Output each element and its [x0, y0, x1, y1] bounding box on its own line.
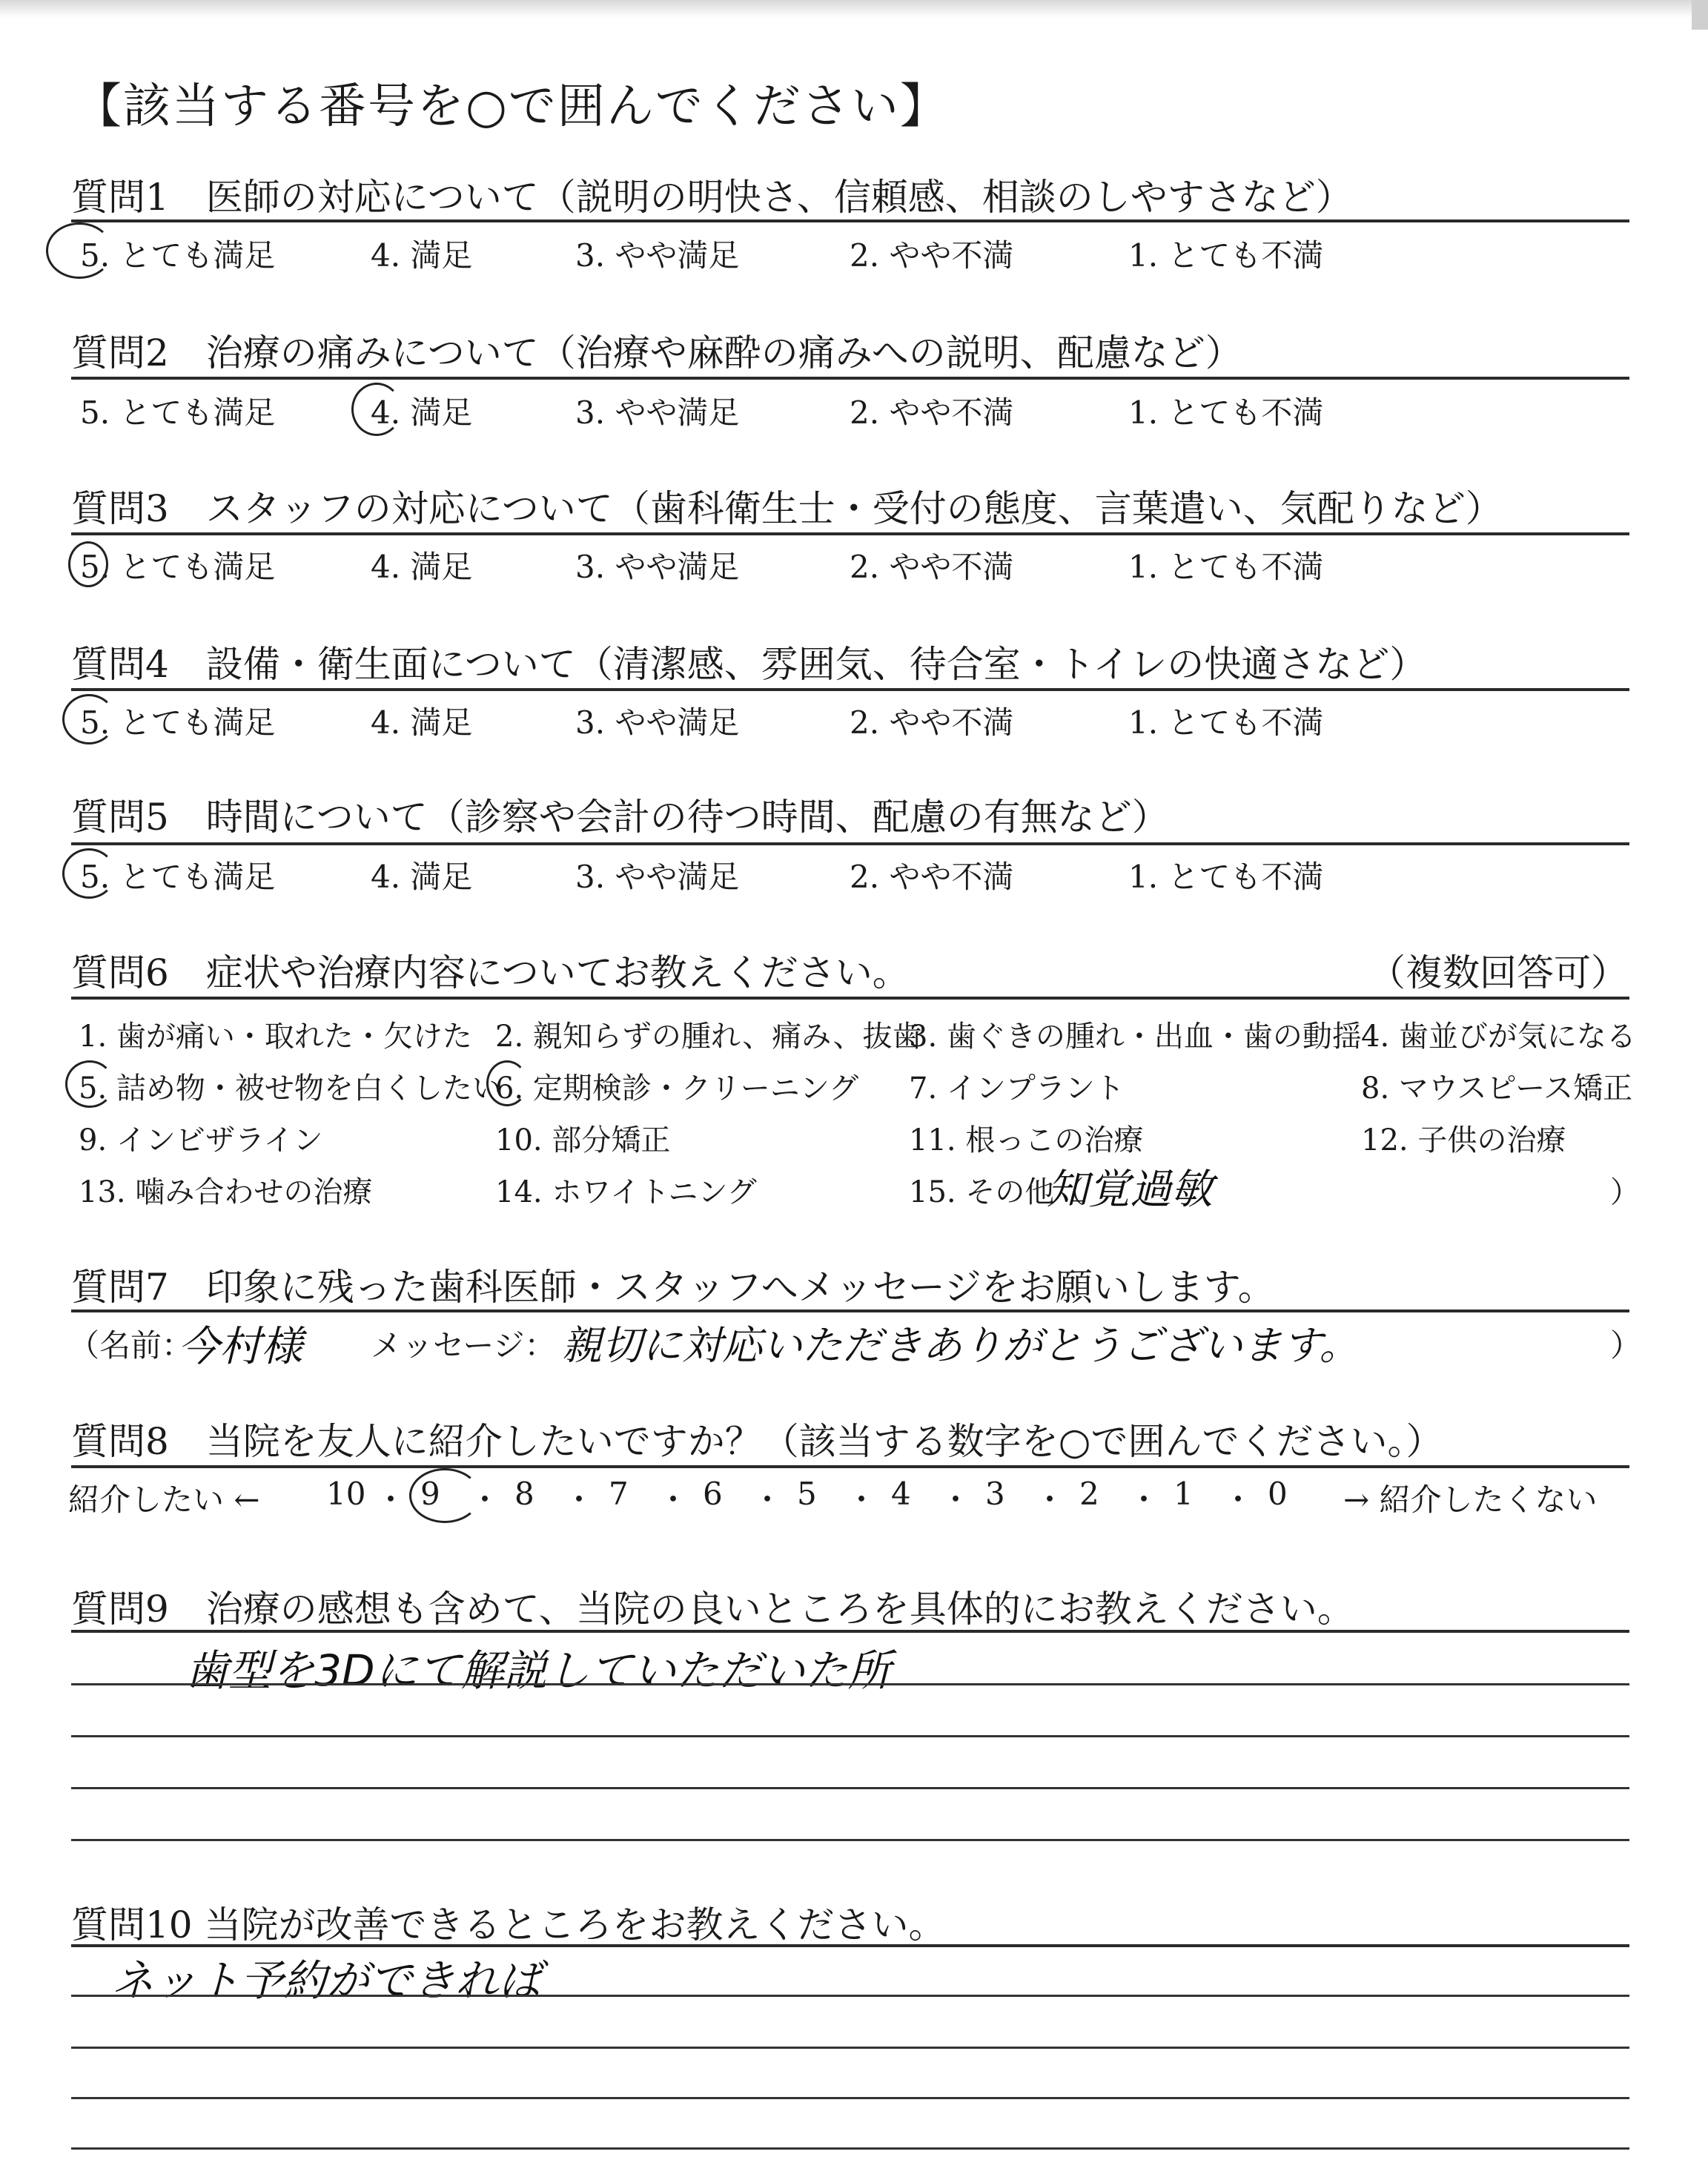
q2-option-1[interactable]: 1. とても不満: [1128, 394, 1324, 431]
q1-option-3[interactable]: 3. やや満足: [575, 237, 740, 274]
q6-item-9[interactable]: 9. インビザライン: [79, 1123, 323, 1157]
q4-option-5[interactable]: 5. とても満足: [80, 704, 276, 741]
q4-option-2[interactable]: 2. やや不満: [850, 704, 1014, 741]
q10-write-line-3: [71, 2097, 1629, 2099]
q8-separator-dot: ・: [752, 1482, 784, 1518]
q8-number-2[interactable]: 2: [1079, 1476, 1099, 1512]
q6-label: 質問6 症状や治療内容についてお教えください。: [71, 951, 910, 994]
q6-other-close-paren: ）: [1610, 1175, 1640, 1209]
q2-rule: [71, 377, 1629, 380]
scan-edge: [0, 0, 1708, 18]
q7-name-value[interactable]: 今村様: [178, 1323, 302, 1371]
q6-item-6[interactable]: 6. 定期検診・クリーニング: [495, 1071, 859, 1106]
q10-write-line-4: [71, 2147, 1629, 2150]
q8-number-0[interactable]: 0: [1268, 1476, 1288, 1512]
q2-label: 質問2 治療の痛みについて（治療や麻酔の痛みへの説明、配慮など）: [71, 331, 1242, 374]
q3-rule: [71, 532, 1629, 535]
q6-item-14[interactable]: 14. ホワイトニング: [495, 1175, 757, 1209]
q7-message-value[interactable]: 親切に対応いただきありがとうございます。: [562, 1322, 1360, 1369]
q6-item-4[interactable]: 4. 歯並びが気になる: [1361, 1020, 1636, 1054]
q2-option-3[interactable]: 3. やや満足: [575, 394, 740, 431]
q5-label: 質問5 時間について（診察や会計の待つ時間、配慮の有無など）: [71, 796, 1169, 839]
q10-write-line-1: [71, 1995, 1629, 1997]
q2-option-4[interactable]: 4. 満足: [371, 394, 473, 431]
q6-selection-circle-6: [486, 1060, 528, 1106]
q7-message-label: メッセージ：: [371, 1327, 556, 1364]
q9-write-line-2: [71, 1735, 1629, 1737]
q8-separator-dot: ・: [563, 1482, 595, 1518]
q5-option-1[interactable]: 1. とても不満: [1128, 859, 1324, 895]
scan-corner: [1692, 0, 1708, 30]
q5-option-5[interactable]: 5. とても満足: [80, 859, 276, 895]
q9-write-line-4: [71, 1839, 1629, 1841]
q10-answer-handwritten[interactable]: ネット予約ができれば: [111, 1955, 542, 2006]
q8-number-6[interactable]: 6: [703, 1476, 723, 1512]
q8-number-10[interactable]: 10: [326, 1476, 366, 1512]
q4-option-1[interactable]: 1. とても不満: [1128, 704, 1324, 741]
q6-item-5[interactable]: 5. 詰め物・被せ物を白くしたい: [79, 1071, 502, 1106]
q4-label: 質問4 設備・衛生面について（清潔感、雰囲気、待合室・トイレの快適さなど）: [71, 643, 1427, 686]
q8-separator-dot: ・: [469, 1482, 501, 1518]
q6-other-handwritten[interactable]: 知覚過敏: [1047, 1166, 1213, 1214]
q6-item-2[interactable]: 2. 親知らずの腫れ、痛み、抜歯: [495, 1020, 922, 1054]
q3-option-1[interactable]: 1. とても不満: [1128, 549, 1324, 585]
q8-number-8[interactable]: 8: [514, 1476, 534, 1512]
q10-label: 質問10 当院が改善できるところをお教えください。: [71, 1903, 946, 1946]
q8-number-9[interactable]: 9: [420, 1476, 440, 1512]
q8-selection-circle: [409, 1468, 480, 1523]
q6-item-3[interactable]: 3. 歯ぐきの腫れ・出血・歯の動揺: [909, 1020, 1362, 1054]
q6-item-10[interactable]: 10. 部分矯正: [495, 1123, 671, 1157]
q1-option-4[interactable]: 4. 満足: [371, 237, 473, 274]
q6-item-7[interactable]: 7. インプラント: [909, 1071, 1125, 1106]
q8-number-4[interactable]: 4: [891, 1476, 911, 1512]
q1-rule: [71, 219, 1629, 222]
q4-option-3[interactable]: 3. やや満足: [575, 704, 740, 741]
q3-option-3[interactable]: 3. やや満足: [575, 549, 740, 585]
q4-rule: [71, 688, 1629, 691]
q3-selection-circle: [68, 541, 108, 587]
q8-separator-dot: ・: [1222, 1482, 1254, 1518]
q8-number-7[interactable]: 7: [609, 1476, 629, 1512]
q8-rule: [71, 1465, 1629, 1468]
q6-item-15[interactable]: 15. その他（: [909, 1175, 1085, 1209]
q8-separator-dot: ・: [1034, 1482, 1066, 1518]
q6-multi-note: （複数回答可）: [1368, 951, 1628, 994]
q8-number-3[interactable]: 3: [985, 1476, 1005, 1512]
q4-selection-circle: [62, 694, 116, 744]
q6-item-12[interactable]: 12. 子供の治療: [1361, 1123, 1566, 1157]
q6-item-1[interactable]: 1. 歯が痛い・取れた・欠けた: [79, 1020, 472, 1054]
q2-option-2[interactable]: 2. やや不満: [850, 394, 1014, 431]
q6-item-11[interactable]: 11. 根っこの治療: [909, 1123, 1144, 1157]
q8-label: 質問8 当院を友人に紹介したいですか？（該当する数字を○で囲んでください。）: [71, 1420, 1443, 1463]
form-title: 【該当する番号を○で囲んでください】: [74, 79, 949, 134]
q8-right-label: → 紹介したくない: [1343, 1482, 1598, 1518]
q8-left-label: 紹介したい ←: [68, 1482, 260, 1518]
q1-selection-circle: [46, 222, 113, 279]
q9-answer-handwritten[interactable]: 歯型を3Dにて解説していただいた所: [185, 1645, 891, 1696]
q8-separator-dot: ・: [1128, 1482, 1160, 1518]
q10-write-line-2: [71, 2047, 1629, 2049]
q2-option-5[interactable]: 5. とても満足: [80, 394, 276, 431]
q3-option-2[interactable]: 2. やや不満: [850, 549, 1014, 585]
q1-option-2[interactable]: 2. やや不満: [850, 237, 1014, 274]
q6-item-8[interactable]: 8. マウスピース矯正: [1361, 1071, 1633, 1106]
q5-rule: [71, 842, 1629, 845]
q3-label: 質問3 スタッフの対応について（歯科衛生士・受付の態度、言葉遣い、気配りなど）: [71, 487, 1503, 530]
q3-option-4[interactable]: 4. 満足: [371, 549, 473, 585]
q3-option-5[interactable]: 5. とても満足: [80, 549, 276, 585]
q8-separator-dot: ・: [940, 1482, 972, 1518]
q9-write-line-1: [71, 1683, 1629, 1685]
q8-separator-dot: ・: [375, 1482, 407, 1518]
q2-selection-circle: [351, 383, 402, 436]
q4-option-4[interactable]: 4. 満足: [371, 704, 473, 741]
q5-option-4[interactable]: 4. 満足: [371, 859, 473, 895]
q1-option-5[interactable]: 5. とても満足: [80, 237, 276, 274]
q7-rule: [71, 1309, 1629, 1312]
q8-number-1[interactable]: 1: [1174, 1476, 1194, 1512]
q9-label: 質問9 治療の感想も含めて、当院の良いところを具体的にお教えください。: [71, 1588, 1354, 1631]
q8-separator-dot: ・: [846, 1482, 878, 1518]
q5-option-3[interactable]: 3. やや満足: [575, 859, 740, 895]
q5-option-2[interactable]: 2. やや不満: [850, 859, 1014, 895]
q1-label: 質問1 医師の対応について（説明の明快さ、信頼感、相談のしやすさなど）: [71, 176, 1353, 219]
q9-rule: [71, 1630, 1629, 1633]
q7-close-paren: ）: [1610, 1327, 1642, 1364]
q6-rule: [71, 997, 1629, 1000]
q6-item-13[interactable]: 13. 噛み合わせの治療: [79, 1175, 373, 1209]
q9-write-line-3: [71, 1787, 1629, 1789]
q7-name-label: （名前：: [68, 1327, 193, 1364]
q7-label: 質問7 印象に残った歯科医師・スタッフへメッセージをお願いします。: [71, 1266, 1275, 1309]
q8-number-5[interactable]: 5: [797, 1476, 817, 1512]
q8-separator-dot: ・: [658, 1482, 689, 1518]
q1-option-1[interactable]: 1. とても不満: [1128, 237, 1324, 274]
q6-selection-circle-5: [65, 1060, 114, 1108]
q5-selection-circle: [62, 848, 116, 899]
